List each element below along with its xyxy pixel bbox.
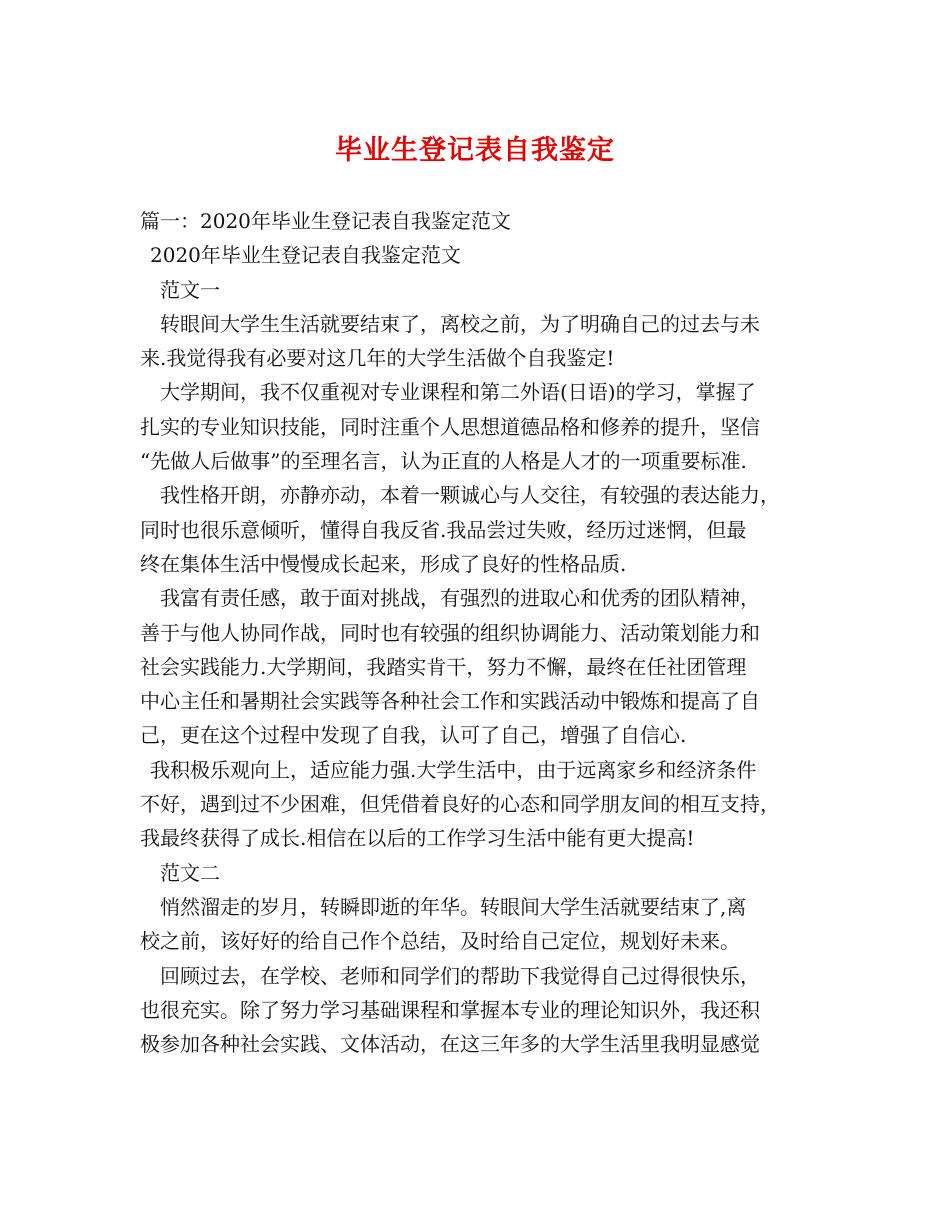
text-line: 我富有责任感，敢于面对挑战，有强烈的进取心和优秀的团队精神， <box>160 586 760 611</box>
document-body <box>140 204 830 1061</box>
text-line: 转眼间大学生生活就要结束了，离校之前，为了明确自己的过去与未 <box>160 311 760 336</box>
text-line: 我性格开朗，亦静亦动，本着一颗诚心与人交往，有较强的表达能力， <box>160 483 780 508</box>
text-line: 极参加各种社会实践、文体活动，在这三年多的大学生活里我明显感觉 <box>140 1032 760 1057</box>
text-line: 终在集体生活中慢慢成长起来，形成了良好的性格品质. <box>140 551 627 576</box>
text-line: 我积极乐观向上，适应能力强.大学生活中，由于远离家乡和经济条件 <box>150 757 757 782</box>
text-line: 校之前，该好好的给自己作个总结，及时给自己定位，规划好未来。 <box>140 929 740 954</box>
text-line: 范文二 <box>160 860 220 885</box>
text-line: 回顾过去，在学校、老师和同学们的帮助下我觉得自己过得很快乐， <box>160 963 760 988</box>
text-line: 善于与他人协同作战，同时也有较强的组织协调能力、活动策划能力和 <box>140 620 760 645</box>
text-line: 我最终获得了成长.相信在以后的工作学习生活中能有更大提高! <box>140 826 695 851</box>
text-line: 扎实的专业知识技能，同时注重个人思想道德品格和修养的提升，坚信 <box>140 414 760 439</box>
text-line: 中心主任和暑期社会实践等各种社会工作和实践活动中锻炼和提高了自 <box>140 689 760 714</box>
text-line: 社会实践能力.大学期间，我踏实肯干，努力不懈，最终在任社团管理 <box>140 654 747 679</box>
text-line: 大学期间，我不仅重视对专业课程和第二外语(日语)的学习，掌握了 <box>160 380 756 405</box>
document-title: 毕业生登记表自我鉴定 <box>335 135 615 166</box>
text-line: 也很充实。除了努力学习基础课程和掌握本专业的理论知识外，我还积 <box>140 997 760 1022</box>
text-line: 2020年毕业生登记表自我鉴定范文 <box>150 243 461 268</box>
text-line: 悄然溜走的岁月，转瞬即逝的年华。转眼间大学生活就要结束了,离 <box>160 894 747 919</box>
text-line: 同时也很乐意倾听，懂得自我反省.我品尝过失败，经历过迷惘，但最 <box>140 517 747 542</box>
text-line: 来.我觉得我有必要对这几年的大学生活做个自我鉴定! <box>140 346 615 371</box>
text-line: 范文一 <box>160 277 220 302</box>
text-line: 篇一：2020年毕业生登记表自我鉴定范文 <box>140 209 511 233</box>
text-line: 不好，遇到过不少困难，但凭借着良好的心态和同学朋友间的相互支持， <box>140 792 780 817</box>
text-line: 己，更在这个过程中发现了自我，认可了自己，增强了自信心. <box>140 723 687 748</box>
text-line: “先做人后做事”的至理名言，认为正直的人格是人才的一项重要标准. <box>140 449 747 474</box>
